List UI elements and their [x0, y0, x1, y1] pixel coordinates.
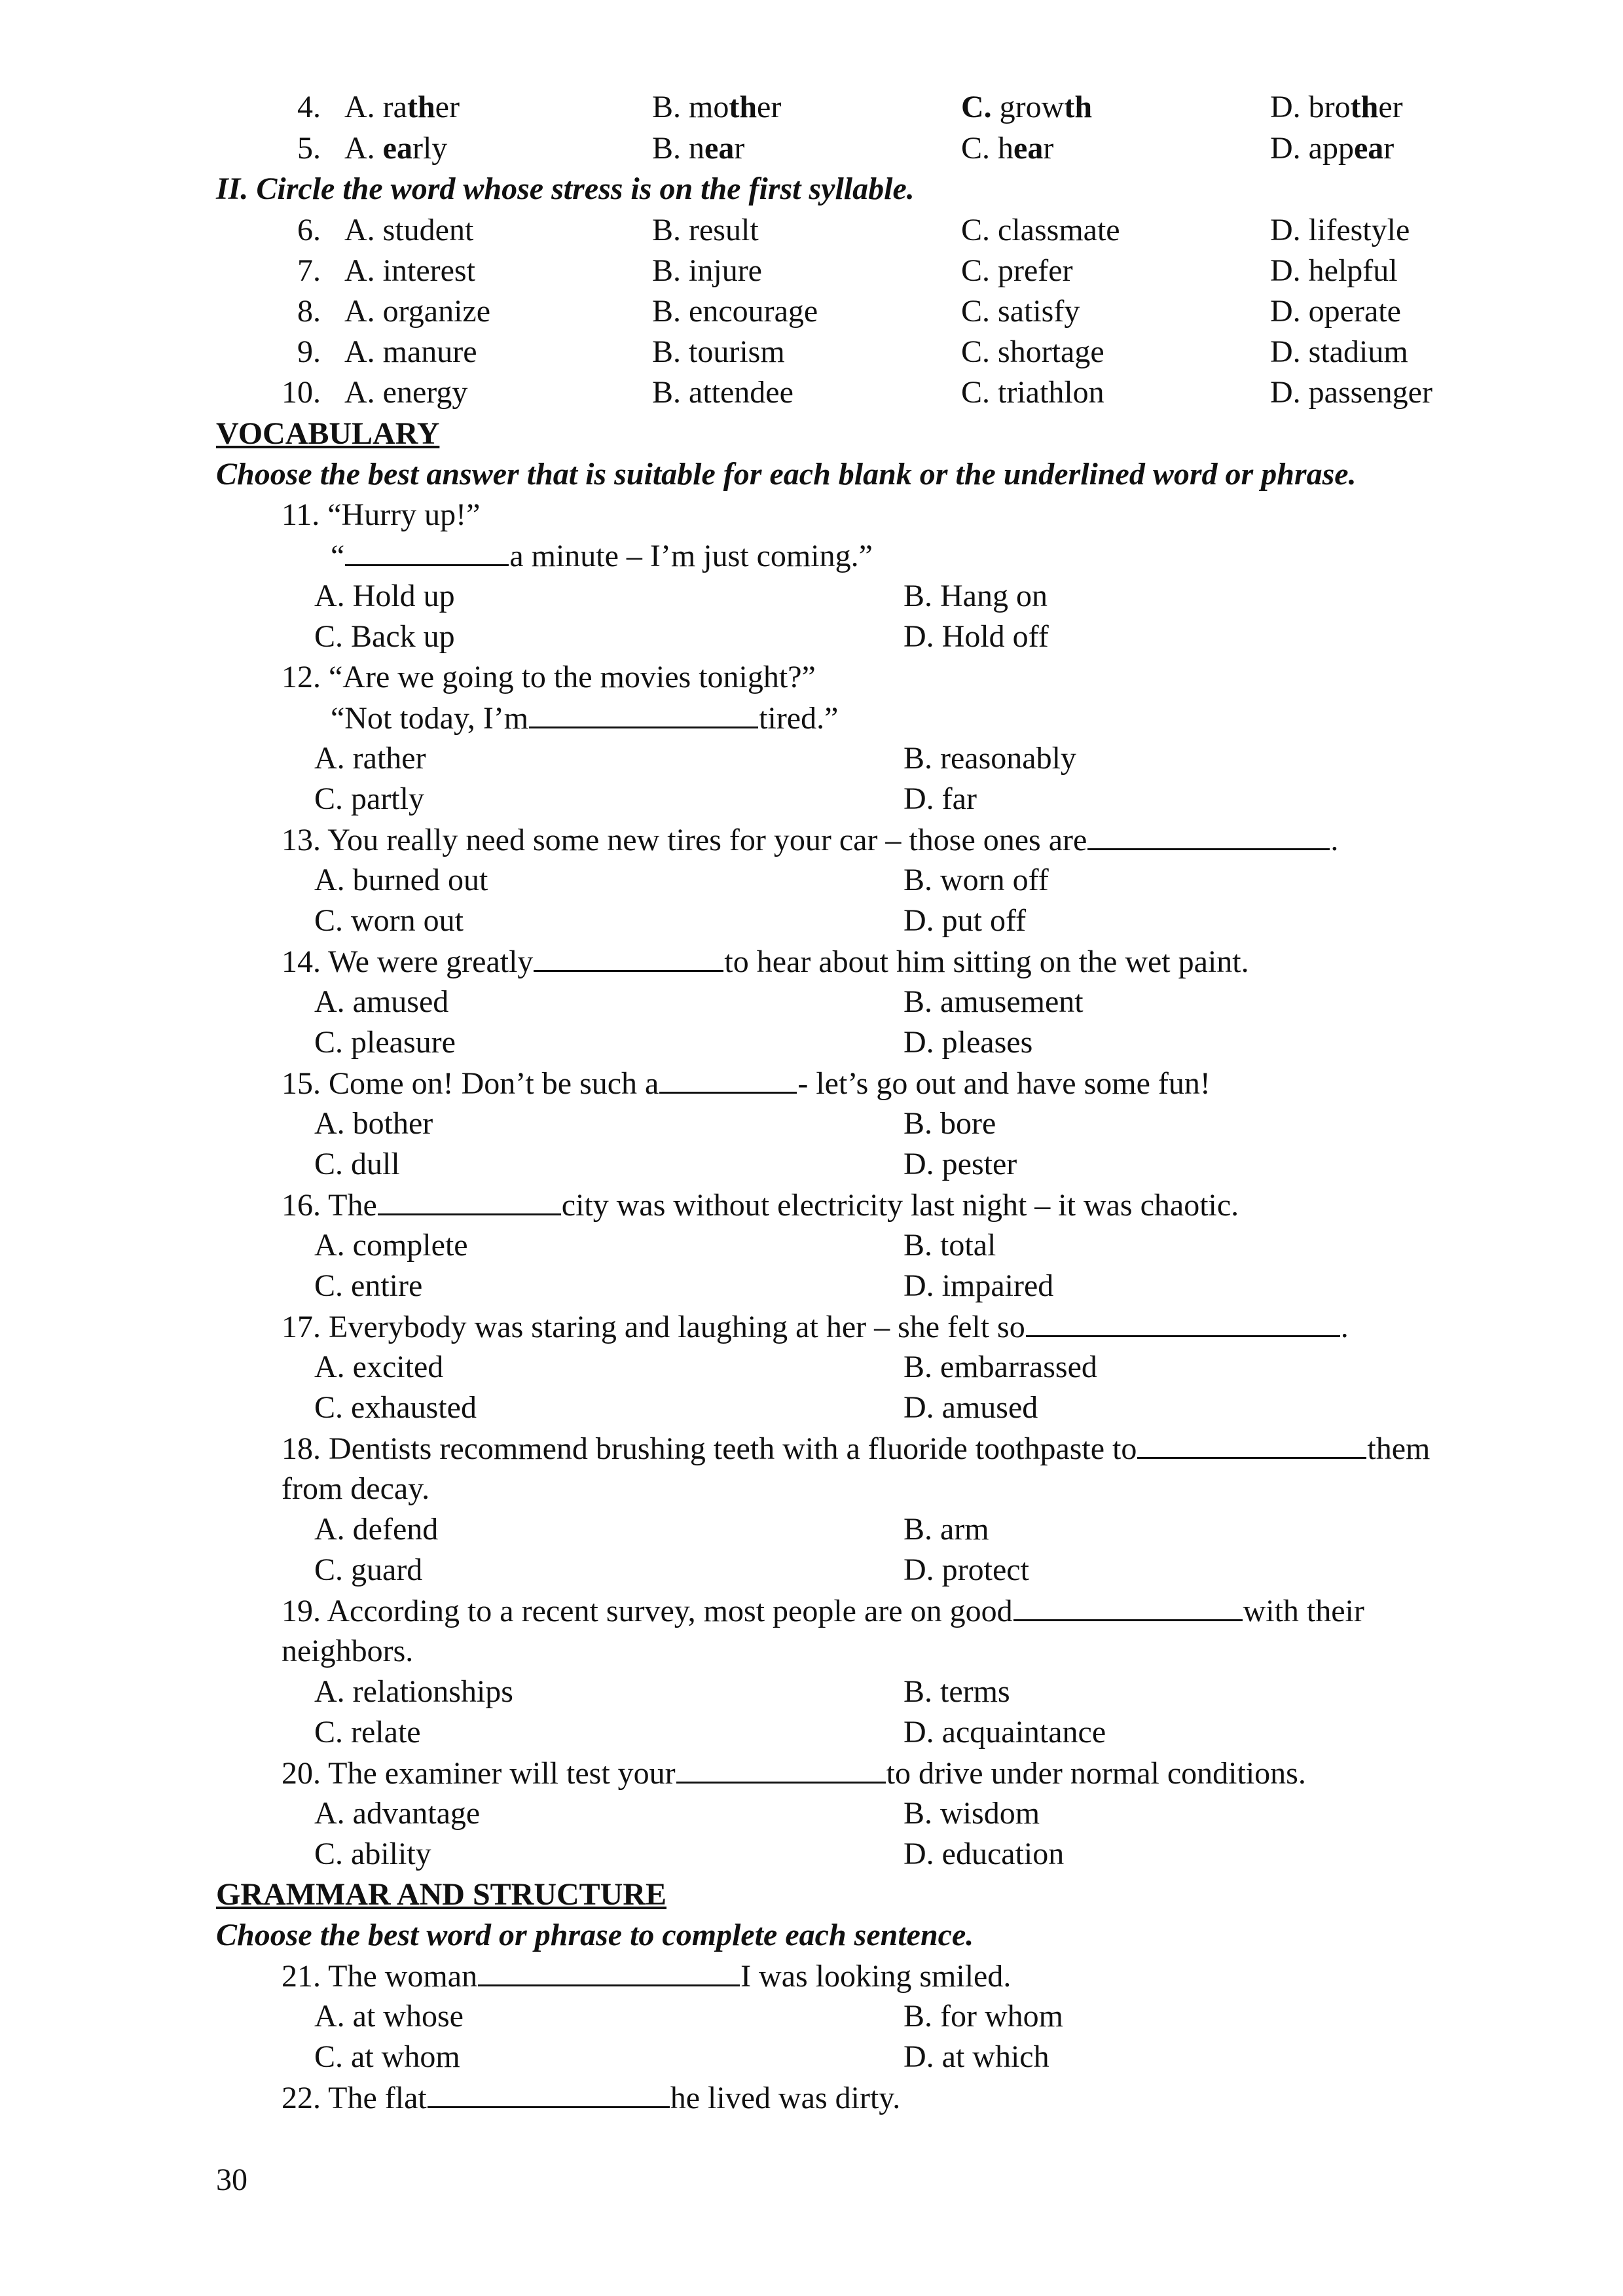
option-b: B. Hang on [903, 579, 1048, 613]
option-b: B. near [652, 131, 745, 166]
option-c: C. triathlon [961, 375, 1104, 410]
answer-blank [676, 1753, 886, 1784]
option-a: A. Hold up [314, 579, 455, 613]
question-number: 10. [282, 375, 321, 410]
answer-blank [1026, 1306, 1340, 1337]
question-text: 22. The flat he lived was dirty. [282, 2077, 900, 2118]
answer-blank [534, 941, 723, 972]
option-b: B. for whom [903, 1999, 1063, 2034]
question-row [0, 251, 1623, 291]
question-row [0, 210, 1623, 251]
option-c: C. shortage [961, 334, 1104, 369]
option-a: A. rather [314, 741, 426, 776]
answer-blank [1137, 1428, 1366, 1459]
option-a: A. bother [314, 1106, 433, 1141]
option-c: C. guard [314, 1552, 423, 1587]
option-b: B. encourage [652, 294, 818, 329]
question-text: 19. According to a recent survey, most people are on good with their [282, 1590, 1364, 1631]
option-a: A. manure [344, 334, 477, 369]
question-text: neighbors. [282, 1634, 414, 1668]
option-d: D. education [903, 1837, 1065, 1871]
option-a: A. burned out [314, 863, 488, 897]
section-instruction: Choose the best word or phrase to complete each sentence. [216, 1918, 974, 1952]
question-text: 21. The woman I was looking smiled. [282, 1956, 1011, 1996]
option-b: B. tourism [652, 334, 785, 369]
option-d: D. far [903, 781, 977, 816]
option-a: A. amused [314, 984, 449, 1019]
option-a: A. rather [344, 90, 460, 124]
option-c: C. entire [314, 1268, 423, 1303]
option-a: A. interest [344, 253, 475, 288]
question-text: 12. “Are we going to the movies tonight?” [282, 660, 816, 694]
question-row [0, 291, 1623, 332]
option-d: D. operate [1270, 294, 1401, 329]
question-text: 16. The city was without electricity last night – it was chaotic. [282, 1185, 1239, 1225]
question-row [0, 128, 1623, 169]
page-number: 30 [216, 2162, 247, 2197]
question-number: 9. [297, 334, 321, 369]
option-b: B. bore [903, 1106, 996, 1141]
answer-blank [1087, 819, 1330, 850]
option-a: A. relationships [314, 1674, 513, 1709]
question-row [0, 332, 1623, 372]
option-d: D. impaired [903, 1268, 1054, 1303]
option-d: D. Hold off [903, 619, 1049, 654]
question-text: 14. We were greatly to hear about him sitting on the wet paint. [282, 941, 1249, 982]
option-b: B. embarrassed [903, 1350, 1097, 1384]
option-d: D. at which [903, 2039, 1049, 2074]
section-instruction: II. Circle the word whose stress is on the first syllable. [216, 171, 915, 206]
section-heading-vocabulary: VOCABULARY [216, 416, 440, 451]
option-a: A. advantage [314, 1796, 481, 1831]
option-c: C. hear [961, 131, 1054, 166]
option-c: C. prefer [961, 253, 1073, 288]
option-a: A. early [344, 131, 448, 166]
option-c: C. at whom [314, 2039, 460, 2074]
option-b: B. total [903, 1228, 996, 1263]
option-b: B. wisdom [903, 1796, 1040, 1831]
answer-blank [478, 1956, 740, 1986]
question-text: “Not today, I’m tired.” [331, 698, 838, 738]
answer-blank [378, 1185, 561, 1215]
option-b: B. mother [652, 90, 782, 124]
option-a: A. organize [344, 294, 491, 329]
option-a: A. at whose [314, 1999, 464, 2034]
question-number: 8. [297, 294, 321, 329]
question-text: 11. “Hurry up!” [282, 497, 481, 532]
question-text: “ a minute – I’m just coming.” [331, 535, 873, 576]
question-number: 5. [297, 131, 321, 166]
option-d: D. pleases [903, 1025, 1033, 1060]
option-a: A. complete [314, 1228, 468, 1263]
question-number: 6. [297, 213, 321, 247]
option-b: B. attendee [652, 375, 793, 410]
option-b: B. arm [903, 1512, 989, 1547]
question-text: 20. The examiner will test your to drive under normal conditions. [282, 1753, 1306, 1793]
option-d: D. pester [903, 1147, 1017, 1181]
option-c: C. ability [314, 1837, 431, 1871]
option-d: D. brother [1270, 90, 1403, 124]
option-c: C. dull [314, 1147, 400, 1181]
option-b: B. worn off [903, 863, 1049, 897]
option-b: B. injure [652, 253, 762, 288]
answer-blank [428, 2077, 670, 2108]
question-text: 18. Dentists recommend brushing teeth with a fluoride toothpaste to them [282, 1428, 1430, 1469]
option-d: D. appear [1270, 131, 1395, 166]
answer-blank [1013, 1590, 1243, 1621]
question-row [0, 87, 1623, 128]
option-c: C. partly [314, 781, 424, 816]
option-c: C. relate [314, 1715, 421, 1749]
option-d: D. lifestyle [1270, 213, 1410, 247]
option-b: B. result [652, 213, 759, 247]
option-c: C. classmate [961, 213, 1120, 247]
section-instruction: Choose the best answer that is suitable for each blank or the underlined word or phrase. [216, 457, 1357, 492]
question-text: 17. Everybody was staring and laughing at her – she felt so . [282, 1306, 1349, 1347]
option-d: D. passenger [1270, 375, 1432, 410]
option-b: B. terms [903, 1674, 1010, 1709]
section-heading-grammar: GRAMMAR AND STRUCTURE [216, 1877, 667, 1912]
question-text: from decay. [282, 1471, 430, 1506]
option-c: C. pleasure [314, 1025, 456, 1060]
option-a: A. student [344, 213, 474, 247]
option-a: A. energy [344, 375, 468, 410]
option-d: D. acquaintance [903, 1715, 1106, 1749]
option-a: A. defend [314, 1512, 439, 1547]
answer-blank [345, 535, 509, 566]
question-number: 7. [297, 253, 321, 288]
option-d: D. helpful [1270, 253, 1398, 288]
option-d: D. stadium [1270, 334, 1408, 369]
question-text: 13. You really need some new tires for your car – those ones are . [282, 819, 1338, 860]
answer-blank [529, 698, 758, 728]
question-number: 4. [297, 90, 321, 124]
option-c: C. worn out [314, 903, 464, 938]
option-d: D. protect [903, 1552, 1029, 1587]
option-d: D. put off [903, 903, 1027, 938]
option-c: C. growth [961, 90, 1093, 124]
option-a: A. excited [314, 1350, 444, 1384]
question-row [0, 372, 1623, 413]
option-d: D. amused [903, 1390, 1038, 1425]
answer-blank [659, 1063, 797, 1094]
option-c: C. satisfy [961, 294, 1080, 329]
option-b: B. amusement [903, 984, 1084, 1019]
question-text: 15. Come on! Don’t be such a - let’s go out and have some fun! [282, 1063, 1211, 1103]
option-c: C. exhausted [314, 1390, 477, 1425]
option-c: C. Back up [314, 619, 455, 654]
option-b: B. reasonably [903, 741, 1076, 776]
